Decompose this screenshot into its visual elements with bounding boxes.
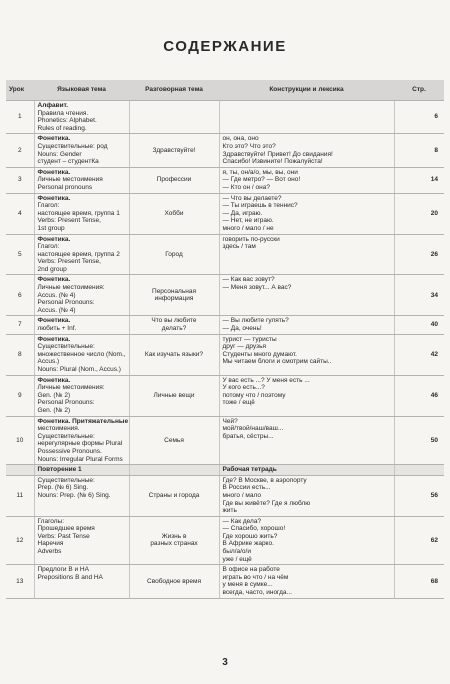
language-topic: [34, 134, 129, 167]
conversation-topic-line: Город: [165, 250, 183, 258]
table-row: [6, 234, 444, 275]
page-ref: 56: [394, 475, 444, 516]
language-topic-line: студент – студентКа: [37, 158, 99, 166]
constructions-line: говорить по-русски: [222, 235, 280, 243]
language-topic-line: Прошедшее время: [37, 525, 95, 533]
constructions-line: он, она, оно: [222, 135, 259, 143]
header-lesson: Урок: [6, 80, 34, 101]
page-ref: 26: [394, 234, 444, 275]
lesson-number: 4: [6, 193, 34, 234]
language-topic-line: Verbs: Past Tense: [37, 532, 90, 540]
conversation-topic-line: Семья: [164, 436, 184, 444]
header-conversation-topic: Разговорная тема: [129, 80, 219, 101]
constructions-line: много / мало / не: [222, 224, 274, 232]
language-topic: [34, 565, 129, 598]
language-topic-line: настоящее время, группа 1: [37, 209, 120, 217]
language-topic-line: Nouns: Irregular Plural Forms: [37, 455, 123, 463]
table-row: [6, 375, 444, 416]
constructions: [219, 101, 394, 134]
constructions: [219, 234, 394, 275]
lesson-number: 5: [6, 234, 34, 275]
constructions-line: я, ты, он/а/о, мы, вы, они: [222, 168, 298, 176]
constructions: [219, 334, 394, 375]
constructions: [219, 475, 394, 516]
page-ref: 8: [394, 134, 444, 167]
table-row: [6, 316, 444, 334]
conversation-topic: [129, 416, 219, 465]
language-topic-line: Фонетика.: [37, 376, 71, 384]
constructions-line: Где? В Москве, в аэропорту: [222, 476, 307, 484]
conversation-topic: [129, 134, 219, 167]
constructions: [219, 375, 394, 416]
language-topic: [34, 193, 129, 234]
language-topic: [34, 334, 129, 375]
language-topic: [34, 316, 129, 334]
lesson-number: 1: [6, 101, 34, 134]
language-topic-line: Rules of reading.: [37, 124, 87, 132]
contents-table: [6, 80, 444, 599]
conversation-topic-line: Как изучать языки?: [144, 350, 204, 358]
constructions-line: братья, сёстры...: [222, 432, 274, 440]
language-topic: [34, 516, 129, 565]
constructions-line: — Кто он / она?: [222, 183, 270, 191]
lesson-number: 12: [6, 516, 34, 565]
language-topic-line: Phonetics: Alphabet.: [37, 117, 97, 125]
language-topic-line: Существительные:: [37, 476, 95, 484]
conversation-topic: [129, 465, 219, 476]
page-ref: 46: [394, 375, 444, 416]
constructions-line: — Да, играю.: [222, 209, 263, 217]
constructions-line: — Где метро? — Вот оно!: [222, 176, 301, 184]
language-topic-line: Личные местоимения: [37, 176, 103, 184]
lesson-number: 11: [6, 475, 34, 516]
lesson-number: 13: [6, 565, 34, 598]
language-topic-line: Фонетика.: [37, 135, 71, 143]
language-topic-line: Prep. (№ 6) Sing.: [37, 484, 89, 492]
constructions-line: Мы читаем блоги и смотрим сайты..: [222, 358, 332, 366]
language-topic-line: местоимения.: [37, 425, 80, 433]
constructions-line: много / мало: [222, 491, 261, 499]
lesson-number: 2: [6, 134, 34, 167]
constructions-line: В офисе на работе: [222, 566, 280, 574]
constructions: [219, 565, 394, 598]
conversation-topic-line: Хобби: [164, 209, 184, 217]
language-topic-line: Accus. (№ 4): [37, 306, 76, 314]
language-topic-line: Personal pronouns: [37, 183, 93, 191]
lesson-number: 7: [6, 316, 34, 334]
constructions-line: — Нет, не играю.: [222, 217, 274, 225]
conversation-topic: [129, 167, 219, 193]
constructions-line: потому что / поэтому: [222, 391, 286, 399]
conversation-topic: [129, 375, 219, 416]
constructions-line: Где вы живёте? Где я люблю: [222, 499, 311, 507]
constructions-line: В России есть...: [222, 484, 271, 492]
page-ref: 20: [394, 193, 444, 234]
conversation-topic-line: Жизнь в: [161, 532, 187, 540]
header-constructions: Конструкции и лексика: [219, 80, 394, 101]
language-topic-line: Фонетика.: [37, 194, 71, 202]
page-ref: [394, 465, 444, 476]
language-topic-line: Accus.): [37, 358, 60, 366]
constructions-line: Рабочая тетрадь: [222, 466, 277, 474]
lesson-number: 10: [6, 416, 34, 465]
constructions: [219, 167, 394, 193]
conversation-topic: [129, 516, 219, 565]
constructions: [219, 275, 394, 316]
constructions-line: — Меня зовут... А вас?: [222, 284, 292, 292]
conversation-topic-line: разных странах: [150, 540, 198, 548]
constructions-line: Чей?: [222, 417, 238, 425]
language-topic-line: Verbs: Present Tense,: [37, 217, 101, 225]
conversation-topic-line: Профессии: [156, 176, 192, 184]
constructions-line: играть во что / на чём: [222, 573, 289, 581]
table-row: [6, 565, 444, 598]
constructions-line: — Да, очень!: [222, 325, 262, 333]
constructions-line: — Ты играешь в теннис?: [222, 202, 298, 210]
language-topic-line: Фонетика. Притяжательные: [37, 417, 129, 425]
conversation-topic: [129, 475, 219, 516]
language-topic-line: Личные местоимения:: [37, 284, 105, 292]
language-topic-line: Nouns: Prep. (№ 6) Sing.: [37, 491, 111, 499]
language-topic-line: Наречия: [37, 540, 64, 548]
language-topic-line: Nouns: Gender: [37, 150, 82, 158]
table-row: [6, 167, 444, 193]
constructions-line: — Как дела?: [222, 517, 262, 525]
constructions-line: Здравствуйте! Привет! До свидания!: [222, 150, 333, 158]
table-row: [6, 134, 444, 167]
language-topic-line: множественное число (Nom.,: [37, 350, 126, 358]
conversation-topic: [129, 234, 219, 275]
language-topic-line: Accus. (№ 4): [37, 291, 76, 299]
language-topic: [34, 275, 129, 316]
constructions-line: турист — туристы: [222, 335, 277, 343]
table-header-row: [6, 80, 444, 101]
constructions: [219, 134, 394, 167]
page-ref: 42: [394, 334, 444, 375]
language-topic-line: Adverbs: [37, 548, 62, 556]
page-ref: 6: [394, 101, 444, 134]
constructions-line: у меня в сумке...: [222, 581, 273, 589]
language-topic-line: Possessive Pronouns.: [37, 447, 102, 455]
language-topic-line: 2nd group: [37, 265, 67, 273]
language-topic-line: настоящее время, группа 2: [37, 250, 120, 258]
language-topic-line: Предлоги В и НА: [37, 566, 89, 574]
constructions-line: У вас есть ...? У меня есть ...: [222, 376, 310, 384]
constructions-line: — Что вы делаете?: [222, 194, 282, 202]
conversation-topic: [129, 193, 219, 234]
language-topic-line: любить + Inf.: [37, 325, 77, 333]
language-topic-line: Правила чтения.: [37, 109, 89, 117]
constructions: [219, 416, 394, 465]
page-ref: 50: [394, 416, 444, 465]
language-topic-line: Существительные:: [37, 343, 95, 351]
table-row: [6, 193, 444, 234]
language-topic-line: Personal Pronouns:: [37, 299, 95, 307]
lesson-number: [6, 465, 34, 476]
language-topic: [34, 465, 129, 476]
constructions-line: В Африке жарко.: [222, 540, 274, 548]
language-topic: [34, 101, 129, 134]
constructions-line: Кто это? Что это?: [222, 142, 276, 150]
conversation-topic-line: Что вы любите: [151, 317, 197, 325]
conversation-topic: [129, 334, 219, 375]
constructions-line: Спасибо! Извините! Пожалуйста!: [222, 158, 323, 166]
constructions: [219, 193, 394, 234]
constructions-line: — Как вас зовут?: [222, 276, 275, 284]
constructions: [219, 516, 394, 565]
language-topic: [34, 475, 129, 516]
conversation-topic-line: Личные вещи: [153, 391, 195, 399]
lesson-number: 3: [6, 167, 34, 193]
table-row: [6, 475, 444, 516]
table-row: [6, 465, 444, 476]
language-topic-line: Глагол:: [37, 243, 60, 251]
header-page: Стр.: [394, 80, 444, 101]
language-topic-line: Gen. (№ 2): [37, 391, 71, 399]
header-language-topic: Языковая тема: [34, 80, 129, 101]
lesson-number: 8: [6, 334, 34, 375]
page-ref: 62: [394, 516, 444, 565]
page-number: 3: [222, 657, 228, 668]
language-topic-line: Prepositions В and НА: [37, 573, 103, 581]
constructions-line: мой/твой/наш/ваш...: [222, 425, 284, 433]
language-topic-line: Фонетика.: [37, 276, 71, 284]
constructions-line: здесь / там: [222, 243, 256, 251]
constructions-line: — Вы любите гулять?: [222, 317, 289, 325]
constructions-line: тоже / ещё: [222, 399, 255, 407]
language-topic-line: Personal Pronouns:: [37, 399, 95, 407]
language-topic-line: Фонетика.: [37, 168, 71, 176]
language-topic-line: Verbs: Present Tense,: [37, 258, 101, 266]
conversation-topic-line: Страны и города: [148, 491, 200, 499]
language-topic-line: Gen. (№ 2): [37, 406, 71, 414]
lesson-number: 6: [6, 275, 34, 316]
constructions-line: Где хорошо жить?: [222, 532, 278, 540]
conversation-topic-line: Свободное время: [147, 577, 201, 585]
table-row: [6, 416, 444, 465]
conversation-topic-line: Персональная: [152, 287, 196, 295]
language-topic-line: Алфавит.: [37, 102, 69, 109]
page-ref: 14: [394, 167, 444, 193]
table-row: [6, 334, 444, 375]
language-topic-line: 1st group: [37, 224, 65, 232]
language-topic-line: Существительные:: [37, 432, 95, 440]
language-topic: [34, 375, 129, 416]
language-topic-line: Глагол:: [37, 202, 60, 210]
language-topic-line: Фонетика.: [37, 317, 71, 325]
constructions-line: Студенты много думают.: [222, 350, 297, 358]
conversation-topic: [129, 275, 219, 316]
language-topic: [34, 234, 129, 275]
lesson-number: 9: [6, 375, 34, 416]
language-topic-line: Фонетика.: [37, 235, 71, 243]
conversation-topic-line: информация: [154, 295, 194, 303]
constructions-line: был/а/о/и: [222, 548, 251, 556]
table-row: [6, 101, 444, 134]
language-topic-line: Личные местоимения:: [37, 384, 105, 392]
language-topic-line: Существительные: род: [37, 142, 108, 150]
constructions-line: У кого есть...?: [222, 384, 265, 392]
constructions: [219, 465, 394, 476]
constructions-line: — Спасибо, хорошо!: [222, 525, 286, 533]
language-topic-line: Nouns: Plural (Nom., Accus.): [37, 366, 121, 373]
table-row: [6, 516, 444, 565]
language-topic: [34, 167, 129, 193]
page-ref: 34: [394, 275, 444, 316]
constructions-line: жить: [222, 507, 237, 515]
conversation-topic: [129, 101, 219, 134]
conversation-topic: [129, 316, 219, 334]
constructions-line: всегда, часто, иногда...: [222, 589, 292, 597]
language-topic-line: нерегулярные формы Plural: [37, 440, 123, 448]
conversation-topic: [129, 565, 219, 598]
language-topic-line: Повторение 1: [37, 466, 82, 474]
constructions-line: друг — друзья: [222, 343, 267, 351]
language-topic-line: Фонетика.: [37, 335, 71, 343]
constructions: [219, 316, 394, 334]
language-topic: [34, 416, 129, 465]
conversation-topic-line: Здравствуйте!: [152, 146, 196, 154]
table-row: [6, 275, 444, 316]
language-topic-line: Глаголы:: [37, 517, 65, 525]
conversation-topic-line: делать?: [161, 325, 187, 333]
constructions-line: уже / ещё: [222, 555, 252, 563]
page-title: СОДЕРЖАНИЕ: [163, 38, 287, 55]
page-ref: 40: [394, 316, 444, 334]
page-ref: 68: [394, 565, 444, 598]
